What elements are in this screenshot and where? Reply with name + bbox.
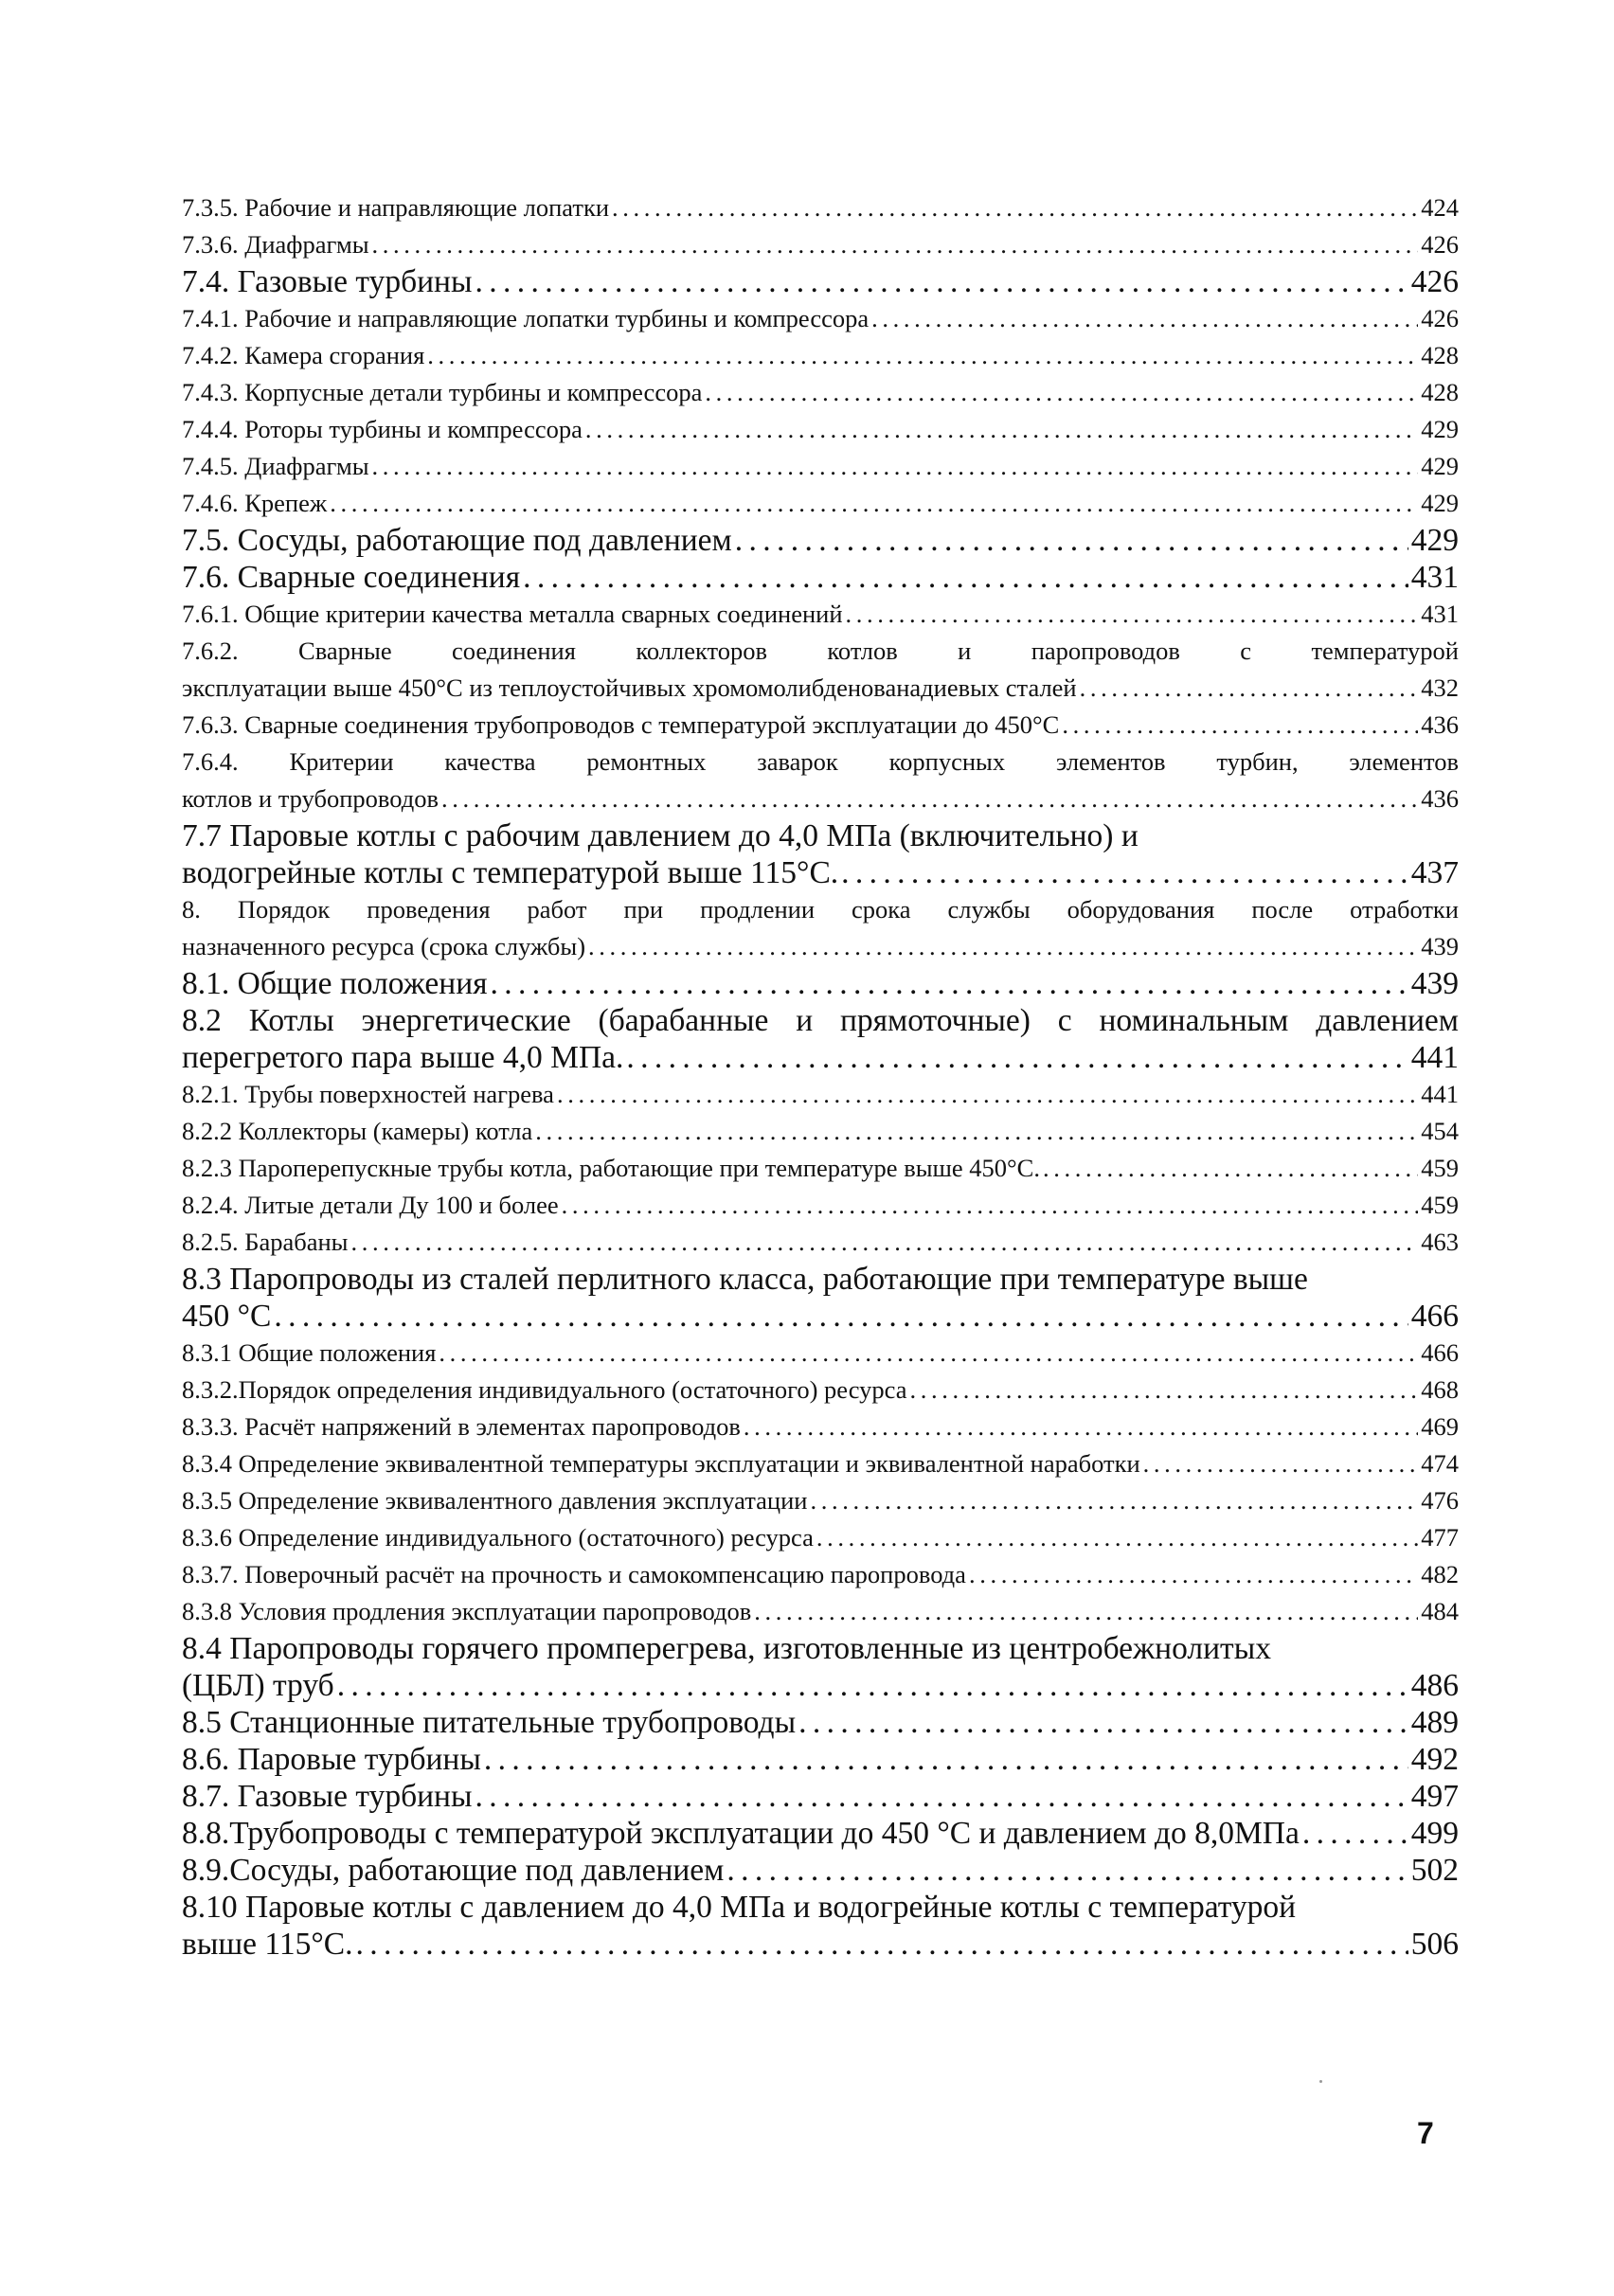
toc-entry-page: 439 <box>1410 966 1459 1001</box>
toc-entry[interactable] <box>182 448 1459 485</box>
toc-entry-page: 428 <box>1421 341 1459 369</box>
dot-leader <box>523 559 1408 596</box>
dot-leader <box>754 1593 1418 1630</box>
toc-entry-title: 7.6.1. Общие критерии качества металла сварных соединений <box>182 600 843 628</box>
toc-entry[interactable] <box>182 1852 1459 1889</box>
toc-entry[interactable] <box>182 707 1459 744</box>
toc-entry-title: 7.4. Газовые турбины <box>182 264 473 299</box>
toc-entry[interactable] <box>182 891 1459 965</box>
page-number: 7 <box>1417 2116 1434 2150</box>
toc-entry[interactable] <box>182 1076 1459 1113</box>
toc-entry[interactable] <box>182 485 1459 522</box>
toc-entry-title: 7.6.3. Сварные соединения трубопроводов с температурой эксплуатации до 450°С <box>182 710 1060 739</box>
toc-entry[interactable] <box>182 1778 1459 1815</box>
toc-entry-page: 489 <box>1410 1705 1459 1740</box>
dot-leader <box>810 1482 1418 1519</box>
toc-entry-page: 484 <box>1421 1597 1459 1625</box>
toc-entry-title: 7.6. Сварные соединения <box>182 560 521 595</box>
toc-entry-page: 441 <box>1421 1080 1459 1108</box>
dot-leader <box>356 1926 1408 1963</box>
toc-entry[interactable] <box>182 559 1459 596</box>
toc-entry-title: 7.4.6. Крепеж <box>182 489 328 517</box>
dot-leader <box>439 1335 1418 1372</box>
toc-entry[interactable] <box>182 1704 1459 1741</box>
toc-entry-title: 8.1. Общие положения <box>182 966 488 1001</box>
dot-leader <box>705 374 1418 411</box>
toc-entry[interactable] <box>182 1741 1459 1778</box>
toc-entry-title-first-line: 7.6.2. Сварные соединения коллекторов котлов и паропроводов с температурой <box>182 637 1459 665</box>
toc-entry[interactable] <box>182 633 1459 707</box>
dot-leader <box>1043 1150 1418 1187</box>
toc-entry[interactable] <box>182 1593 1459 1630</box>
toc-entry[interactable] <box>182 263 1459 300</box>
toc-entry-title: 8.2.1. Трубы поверхностей нагрева <box>182 1080 554 1108</box>
toc-entry-page: 497 <box>1410 1779 1459 1814</box>
toc-entry-title-first-line: 8.10 Паровые котлы с давлением до 4,0 МПа и водогрейные котлы с температурой <box>182 1890 1297 1925</box>
toc-entry[interactable] <box>182 1372 1459 1408</box>
toc-entry-title: выше 115°С. <box>182 1927 353 1962</box>
dot-leader <box>330 485 1418 522</box>
toc-entry-page: 506 <box>1410 1927 1459 1962</box>
toc-entry[interactable] <box>182 226 1459 263</box>
toc-entry-page: 429 <box>1410 523 1459 558</box>
toc-entry[interactable] <box>182 1113 1459 1150</box>
dot-leader <box>350 1224 1418 1261</box>
toc-entry-title: 7.4.3. Корпусные детали турбины и компрессора <box>182 378 703 406</box>
toc-entry-page: 436 <box>1421 710 1459 739</box>
toc-entry-title: 8.2.4. Литые детали Ду 100 и более <box>182 1191 559 1219</box>
toc-entry-title: 8.3.2.Порядок определения индивидуального (остаточного) ресурса <box>182 1375 907 1404</box>
toc-entry-page: 431 <box>1421 600 1459 628</box>
toc-entry-page: 482 <box>1421 1560 1459 1588</box>
toc-entry-title: перегретого пара выше 4,0 МПа. <box>182 1040 624 1075</box>
dot-leader <box>735 522 1408 559</box>
toc-entry-title: котлов и трубопроводов <box>182 784 439 813</box>
toc-entry[interactable] <box>182 1150 1459 1187</box>
toc-entry-page: 454 <box>1421 1117 1459 1145</box>
dot-leader <box>274 1298 1408 1335</box>
dot-leader <box>562 1187 1419 1224</box>
toc-entry[interactable] <box>182 1002 1459 1076</box>
toc-entry-title: 7.4.1. Рабочие и направляющие лопатки турбины и компрессора <box>182 304 870 332</box>
toc-entry-page: 436 <box>1421 784 1459 813</box>
dot-leader <box>441 780 1418 817</box>
toc-entry-title: 8.6. Паровые турбины <box>182 1742 481 1777</box>
toc-entry[interactable] <box>182 1224 1459 1261</box>
table-of-contents <box>182 189 1459 1963</box>
toc-entry-title-first-line: 8.4 Паропроводы горячего промперегрева, изготовленные из центробежнолитых <box>182 1631 1271 1666</box>
toc-entry[interactable] <box>182 1519 1459 1556</box>
toc-entry-page: 426 <box>1421 304 1459 332</box>
dot-leader <box>372 448 1419 485</box>
toc-entry-title-first-line: 8.3 Паропроводы из сталей перлитного класса, работающие при температуре выше <box>182 1262 1308 1297</box>
dot-leader <box>491 965 1408 1002</box>
toc-entry[interactable] <box>182 1445 1459 1482</box>
toc-entry[interactable] <box>182 1335 1459 1372</box>
toc-entry[interactable] <box>182 337 1459 374</box>
toc-entry-page: 492 <box>1410 1742 1459 1777</box>
toc-entry[interactable] <box>182 300 1459 337</box>
dot-leader <box>337 1667 1408 1704</box>
toc-entry-page: 431 <box>1410 560 1459 595</box>
dot-leader <box>535 1113 1418 1150</box>
toc-entry-title: эксплуатации выше 450°С из теплоустойчивых хромомолибденованадиевых сталей <box>182 673 1077 702</box>
toc-entry[interactable] <box>182 744 1459 817</box>
toc-entry[interactable] <box>182 374 1459 411</box>
toc-entry[interactable] <box>182 1815 1459 1852</box>
toc-entry[interactable] <box>182 1261 1459 1335</box>
dot-leader <box>798 1704 1408 1741</box>
toc-entry[interactable] <box>182 189 1459 226</box>
toc-entry-title: 7.4.4. Роторы турбины и компрессора <box>182 415 583 443</box>
toc-entry-title: 8.3.6 Определение индивидуального (остаточного) ресурса <box>182 1523 814 1552</box>
toc-entry-title-first-line: 8.2 Котлы энергетические (барабанные и прямоточные) с номинальным давлением <box>182 1003 1459 1038</box>
toc-entry-title: 8.3.8 Условия продления эксплуатации паропроводов <box>182 1597 752 1625</box>
dot-leader <box>744 1408 1418 1445</box>
toc-entry-title: 8.7. Газовые турбины <box>182 1779 473 1814</box>
dot-leader <box>1143 1445 1419 1482</box>
toc-entry-page: 477 <box>1421 1523 1459 1552</box>
scan-speck <box>1319 2080 1322 2083</box>
toc-entry-page: 424 <box>1421 193 1459 222</box>
toc-entry-page: 468 <box>1421 1375 1459 1404</box>
toc-entry-title: 450 °С <box>182 1299 272 1334</box>
toc-entry-page: 466 <box>1410 1299 1459 1334</box>
toc-entry-title: 7.3.5. Рабочие и направляющие лопатки <box>182 193 610 222</box>
dot-leader <box>612 189 1418 226</box>
toc-entry-page: 502 <box>1410 1853 1459 1888</box>
dot-leader <box>871 300 1418 337</box>
toc-entry[interactable] <box>182 965 1459 1002</box>
toc-entry-title: 7.4.5. Диафрагмы <box>182 452 369 480</box>
toc-entry-page: 432 <box>1421 673 1459 702</box>
toc-entry-page: 486 <box>1410 1668 1459 1703</box>
dot-leader <box>910 1372 1419 1408</box>
toc-entry-title: 8.2.5. Барабаны <box>182 1228 349 1256</box>
toc-entry-title: 7.5. Сосуды, работающие под давлением <box>182 523 732 558</box>
toc-entry-page: 439 <box>1421 932 1459 960</box>
toc-entry-page: 459 <box>1421 1191 1459 1219</box>
toc-entry[interactable] <box>182 1889 1459 1963</box>
toc-entry[interactable] <box>182 1187 1459 1224</box>
dot-leader <box>726 1852 1408 1889</box>
toc-entry-page: 426 <box>1421 230 1459 259</box>
dot-leader <box>372 226 1419 263</box>
toc-entry-page: 459 <box>1421 1154 1459 1182</box>
dot-leader <box>475 263 1408 300</box>
dot-leader <box>1302 1815 1408 1852</box>
toc-entry-title: 8.2.3 Пароперепускные трубы котла, работающие при температуре выше 450°С. <box>182 1154 1040 1182</box>
dot-leader <box>557 1076 1418 1113</box>
dot-leader <box>969 1556 1418 1593</box>
dot-leader <box>846 596 1419 633</box>
toc-entry-title: (ЦБЛ) труб <box>182 1668 334 1703</box>
dot-leader <box>585 411 1418 448</box>
dot-leader <box>816 1519 1418 1556</box>
toc-entry-title: водогрейные котлы с температурой выше 115°С. <box>182 855 839 890</box>
dot-leader <box>1080 670 1419 707</box>
toc-entry[interactable] <box>182 1482 1459 1519</box>
toc-entry-title: 8.8.Трубопроводы с температурой эксплуатации до 450 °С и давлением до 8,0МПа <box>182 1816 1300 1851</box>
toc-entry-title: 8.3.4 Определение эквивалентной температуры эксплуатации и эквивалентной наработки <box>182 1449 1140 1478</box>
toc-entry-page: 429 <box>1421 415 1459 443</box>
toc-entry[interactable] <box>182 817 1459 891</box>
dot-leader <box>588 928 1418 965</box>
toc-entry-page: 441 <box>1410 1040 1459 1075</box>
toc-entry-page: 469 <box>1421 1412 1459 1441</box>
toc-entry-title: назначенного ресурса (срока службы) <box>182 932 586 960</box>
dot-leader <box>841 854 1408 891</box>
toc-entry-page: 499 <box>1410 1816 1459 1851</box>
toc-entry[interactable] <box>182 411 1459 448</box>
toc-entry[interactable] <box>182 1408 1459 1445</box>
toc-entry-title-first-line: 7.7 Паровые котлы с рабочим давлением до 4,0 МПа (включительно) и <box>182 818 1139 853</box>
toc-entry-title-first-line: 7.6.4. Критерии качества ремонтных заварок корпусных элементов турбин, элементов <box>182 747 1459 776</box>
toc-entry[interactable] <box>182 1556 1459 1593</box>
toc-entry-title: 8.9.Сосуды, работающие под давлением <box>182 1853 725 1888</box>
toc-entry[interactable] <box>182 522 1459 559</box>
toc-entry-page: 428 <box>1421 378 1459 406</box>
toc-entry-page: 437 <box>1410 855 1459 890</box>
toc-entry-page: 466 <box>1421 1338 1459 1367</box>
dot-leader <box>427 337 1418 374</box>
toc-entry-page: 476 <box>1421 1486 1459 1515</box>
toc-entry-page: 426 <box>1410 264 1459 299</box>
toc-entry-title: 7.3.6. Диафрагмы <box>182 230 369 259</box>
dot-leader <box>475 1778 1408 1815</box>
dot-leader <box>1062 707 1418 744</box>
toc-entry-title: 8.3.3. Расчёт напряжений в элементах паропроводов <box>182 1412 741 1441</box>
toc-entry-title: 8.5 Станционные питательные трубопроводы <box>182 1705 797 1740</box>
toc-entry-title: 8.2.2 Коллекторы (камеры) котла <box>182 1117 533 1145</box>
dot-leader <box>484 1741 1408 1778</box>
toc-entry-page: 429 <box>1421 452 1459 480</box>
toc-entry-title: 8.3.5 Определение эквивалентного давления эксплуатации <box>182 1486 808 1515</box>
toc-entry-page: 474 <box>1421 1449 1459 1478</box>
toc-entry-title-first-line: 8. Порядок проведения работ при продлении срока службы оборудования после отработки <box>182 895 1459 924</box>
toc-entry[interactable] <box>182 596 1459 633</box>
toc-entry-title: 7.4.2. Камера сгорания <box>182 341 425 369</box>
toc-entry-page: 429 <box>1421 489 1459 517</box>
toc-entry[interactable] <box>182 1630 1459 1704</box>
toc-entry-page: 463 <box>1421 1228 1459 1256</box>
toc-entry-title: 8.3.7. Поверочный расчёт на прочность и самокомпенсацию паропровода <box>182 1560 966 1588</box>
dot-leader <box>626 1039 1408 1076</box>
toc-entry-title: 8.3.1 Общие положения <box>182 1338 437 1367</box>
